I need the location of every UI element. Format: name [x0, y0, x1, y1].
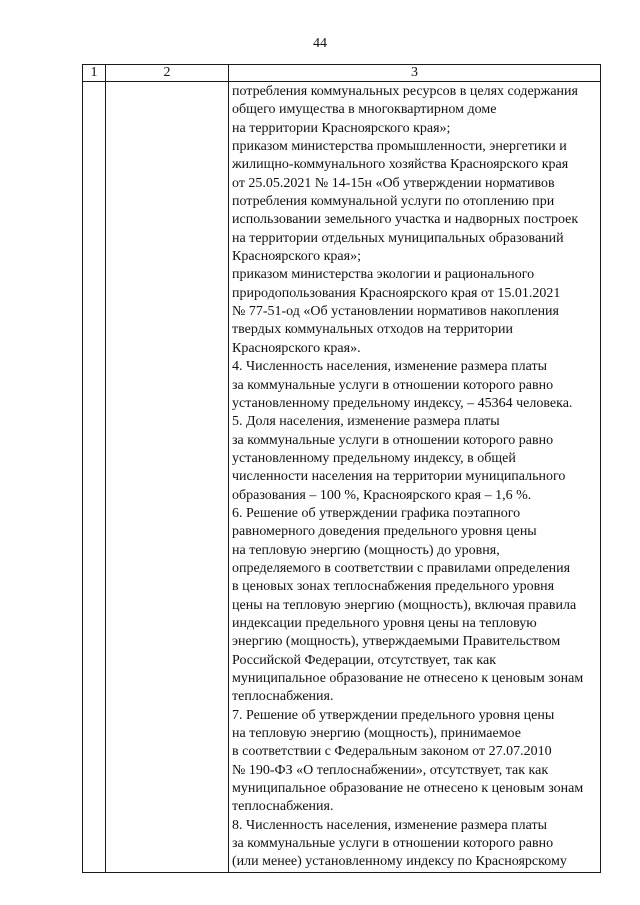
- text-line: 8. Численность населения, изменение размера платы: [232, 817, 547, 833]
- text-line: численности населения на территории муниципального: [232, 469, 566, 485]
- text-line: Российской Федерации, отсутствует, так как: [232, 652, 497, 668]
- text-line: 7. Решение об утверждении предельного уровня цены: [232, 707, 555, 723]
- text-line: на тепловую энергию (мощность), принимаемое: [232, 726, 521, 742]
- text-line: установленному предельному индексу, в общей: [232, 450, 516, 466]
- text-line: установленному предельному индексу, – 45364 человека.: [232, 395, 573, 411]
- cell-col-3-text: [229, 82, 601, 873]
- cell-col-2: [106, 82, 229, 873]
- text-line: индексации предельного уровня цены на тепловую: [232, 615, 537, 631]
- text-line: общего имущества в многоквартирном доме: [232, 102, 497, 118]
- text-line: приказом министерства экологии и рационального: [232, 267, 535, 283]
- text-line: потребления коммунальных ресурсов в целях содержания: [232, 84, 578, 99]
- table-header-row: [83, 65, 601, 82]
- text-line: Красноярского края».: [232, 340, 361, 356]
- text-line: от 25.05.2021 № 14-15н «Об утверждении нормативов: [232, 175, 555, 191]
- page-number: 44: [313, 36, 327, 51]
- text-line: в соответствии с Федеральным законом от 27.07.2010: [232, 744, 552, 760]
- text-line: в ценовых зонах теплоснабжения предельного уровня: [232, 579, 555, 595]
- table-row: [83, 82, 601, 873]
- text-line: за коммунальные услуги в отношении которого равно: [232, 432, 554, 448]
- cell-col-1: [83, 82, 106, 873]
- text-line: теплоснабжения.: [232, 799, 334, 815]
- text-line: на территории Красноярского края»;: [232, 120, 451, 136]
- text-line: образования – 100 %, Красноярского края – 1,6 %.: [232, 487, 532, 503]
- text-line: 6. Решение об утверждении графика поэтапного: [232, 505, 521, 521]
- text-line: (или менее) установленному индексу по Красноярскому: [232, 854, 567, 870]
- text-line: 4. Численность населения, изменение размера платы: [232, 359, 547, 375]
- header-col-1: 1: [83, 65, 106, 82]
- text-line: природопользования Красноярского края от 15.01.2021: [232, 285, 561, 301]
- text-line: 5. Доля населения, изменение размера платы: [232, 414, 500, 430]
- document-table: [82, 64, 601, 873]
- text-line: приказом министерства промышленности, энергетики и: [232, 139, 567, 155]
- text-line: равномерного доведения предельного уровня цены: [232, 524, 537, 540]
- text-line: № 77-51-од «Об установлении нормативов накопления: [232, 304, 559, 320]
- text-line: муниципальное образование не отнесено к ценовым зонам: [232, 671, 584, 686]
- text-line: использовании земельного участка и надворных построек: [232, 212, 579, 228]
- text-line: твердых коммунальных отходов на территории: [232, 322, 514, 338]
- text-line: на территории отдельных муниципальных образований: [232, 230, 564, 246]
- text-line: муниципальное образование не отнесено к ценовым зонам: [232, 781, 584, 797]
- text-line: на тепловую энергию (мощность) до уровня,: [232, 542, 500, 558]
- text-line: теплоснабжения.: [232, 689, 334, 705]
- text-line: за коммунальные услуги в отношении которого равно: [232, 836, 554, 852]
- text-line: определяемого в соответствии с правилами определения: [232, 560, 571, 576]
- text-line: Красноярского края»;: [232, 249, 361, 265]
- text-line: потребления коммунальной услуги по отоплению при: [232, 194, 555, 210]
- text-line: жилищно-коммунального хозяйства Красноярского края: [232, 157, 569, 173]
- text-line: № 190-ФЗ «О теплоснабжении», отсутствует, так как: [232, 762, 549, 778]
- text-line: цены на тепловую энергию (мощность), включая правила: [232, 597, 577, 613]
- header-col-3: 3: [229, 65, 601, 82]
- text-line: за коммунальные услуги в отношении которого равно: [232, 377, 554, 393]
- text-line: энергию (мощность), утверждаемыми Правительством: [232, 634, 561, 650]
- header-col-2: 2: [106, 65, 229, 82]
